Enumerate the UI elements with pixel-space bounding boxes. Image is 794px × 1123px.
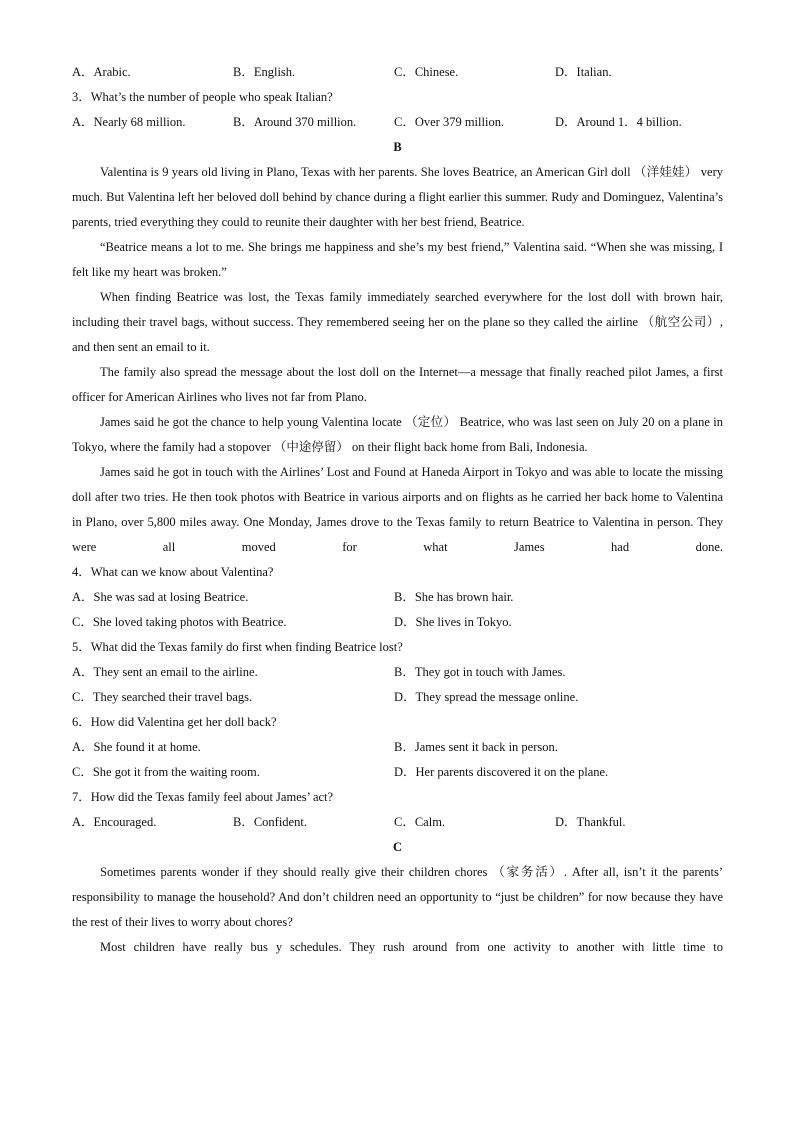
question-3: 3．What’s the number of people who speak Italian? bbox=[72, 90, 333, 104]
option-d[interactable]: D．Thankful. bbox=[555, 815, 626, 829]
q6-options-row2 bbox=[72, 760, 723, 785]
option-c[interactable]: C．She loved taking photos with Beatrice. bbox=[72, 615, 287, 629]
paragraph: The family also spread the message about the lost doll on the Internet—a message that finally reached pilot James, a first officer for American Airlines who lives not far from Plano. bbox=[72, 365, 723, 404]
option-b[interactable]: B．She has brown hair. bbox=[394, 590, 514, 604]
paragraph: “Beatrice means a lot to me. She brings me happiness and she’s my best friend,” Valentina said. “When she was missing, I felt like my heart was broken.” bbox=[72, 240, 723, 279]
paragraph: James said he got the chance to help young Valentina locate （定位） Beatrice, who was last seen on July 20 on a plane in Tokyo, where the family had a stopover （中途停留） on their flight back home from Bali, Indonesia. bbox=[72, 415, 723, 454]
option-a[interactable]: A．They sent an email to the airline. bbox=[72, 665, 258, 679]
exam-page bbox=[72, 60, 723, 960]
option-a[interactable]: A．She was sad at losing Beatrice. bbox=[72, 590, 249, 604]
option-d[interactable]: D．Around 1．4 billion. bbox=[555, 115, 682, 129]
q6-options-row1 bbox=[72, 735, 723, 760]
paragraph: James said he got in touch with the Airlines’ Lost and Found at Haneda Airport in Tokyo and was able to locate the missing doll after two tries. He then took photos with Beatrice in various airports and on flights as he carried her back home to Valentina in Plano, over 5,800 miles away. One Monday, James drove to the Texas family to return Beatrice to Valentina in person. They were all moved for what James had done. bbox=[72, 465, 723, 554]
question-7: 7．How did the Texas family feel about James’ act? bbox=[72, 790, 334, 804]
section-c-passage bbox=[72, 860, 723, 960]
option-c[interactable]: C．They searched their travel bags. bbox=[72, 690, 253, 704]
option-b[interactable]: B．English. bbox=[233, 65, 296, 79]
section-c-heading: C bbox=[392, 840, 403, 854]
q3-options bbox=[72, 110, 723, 135]
option-b[interactable]: B．They got in touch with James. bbox=[394, 665, 566, 679]
option-a[interactable]: A．Arabic. bbox=[72, 65, 131, 79]
option-d[interactable]: D．Her parents discovered it on the plane. bbox=[394, 765, 609, 779]
q2-options bbox=[72, 60, 723, 85]
option-a[interactable]: A．Nearly 68 million. bbox=[72, 115, 186, 129]
q7-options bbox=[72, 810, 723, 835]
paragraph: Valentina is 9 years old living in Plano, Texas with her parents. She loves Beatrice, an American Girl doll （洋娃娃） very much. But Valentina left her beloved doll behind by chance during a flight earlier this summer. Rudy and Dominguez, Valentina’s parents, tried everything they could to reunite their daughter with her best friend, Beatrice. bbox=[72, 165, 723, 229]
option-a[interactable]: A．She found it at home. bbox=[72, 740, 201, 754]
q5-options-row2 bbox=[72, 685, 723, 710]
section-b-passage bbox=[72, 160, 723, 560]
paragraph: Most children have really bus y schedules. They rush around from one activity to another with little time to bbox=[100, 940, 723, 954]
option-a[interactable]: A．Encouraged. bbox=[72, 815, 157, 829]
option-d[interactable]: D．They spread the message online. bbox=[394, 690, 579, 704]
question-4: 4．What can we know about Valentina? bbox=[72, 565, 274, 579]
question-5: 5．What did the Texas family do first when finding Beatrice lost? bbox=[72, 640, 403, 654]
paragraph: When finding Beatrice was lost, the Texas family immediately searched everywhere for the lost doll with brown hair, including their travel bags, without success. They remembered seeing her on the plane so they called the airline （航空公司）, and then sent an email to it. bbox=[72, 290, 723, 354]
option-d[interactable]: D．She lives in Tokyo. bbox=[394, 615, 512, 629]
option-b[interactable]: B．Around 370 million. bbox=[233, 115, 357, 129]
option-c[interactable]: C．Chinese. bbox=[394, 65, 459, 79]
question-6: 6．How did Valentina get her doll back? bbox=[72, 715, 277, 729]
option-b[interactable]: B．James sent it back in person. bbox=[394, 740, 558, 754]
option-c[interactable]: C．She got it from the waiting room. bbox=[72, 765, 260, 779]
q4-options-row1 bbox=[72, 585, 723, 610]
option-c[interactable]: C．Over 379 million. bbox=[394, 115, 505, 129]
option-d[interactable]: D．Italian. bbox=[555, 65, 612, 79]
q5-options-row1 bbox=[72, 660, 723, 685]
section-b-heading: B bbox=[393, 140, 402, 154]
q4-options-row2 bbox=[72, 610, 723, 635]
option-c[interactable]: C．Calm. bbox=[394, 815, 446, 829]
option-b[interactable]: B．Confident. bbox=[233, 815, 307, 829]
paragraph: Sometimes parents wonder if they should really give their children chores （家务活）. After all, isn’t it the parents’ responsibility to manage the household? And don’t children need an opportunity to “just be children” for now because they have the rest of their lives to worry about chores? bbox=[72, 865, 723, 929]
